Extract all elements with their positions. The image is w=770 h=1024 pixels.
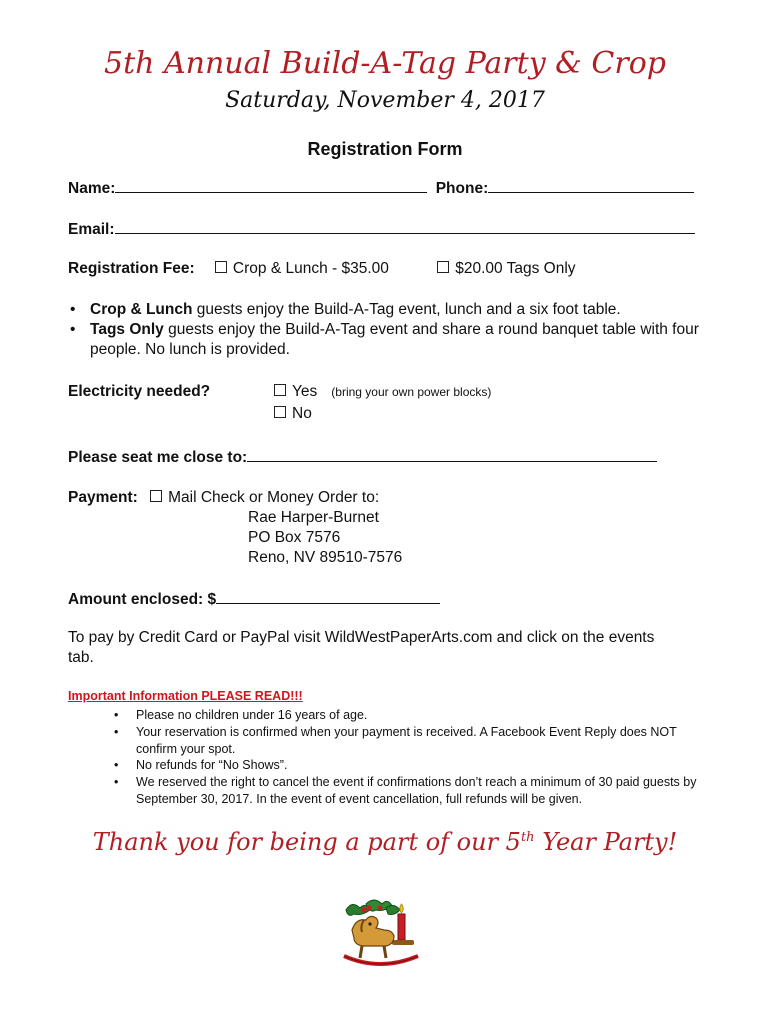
power-blocks-note: (bring your own power blocks) xyxy=(331,385,492,399)
rocking-horse-clipart-icon xyxy=(340,896,426,972)
form-title: Registration Form xyxy=(307,139,463,159)
list-item: • Tags Only guests enjoy the Build-A-Tag event and share a round banquet table with four people. No lunch is provided. xyxy=(68,320,708,360)
list-item: • No refunds for “No Shows”. xyxy=(114,757,714,774)
email-field[interactable] xyxy=(115,219,695,234)
registration-fee-label: Registration Fee: xyxy=(68,260,195,277)
name-phone-row xyxy=(68,178,694,198)
address-line-1: Rae Harper-Burnet xyxy=(248,509,379,526)
checkbox-icon[interactable] xyxy=(274,406,286,418)
amount-label: Amount enclosed: $ xyxy=(68,591,217,608)
checkbox-icon[interactable] xyxy=(215,261,227,273)
electricity-no-option[interactable]: No xyxy=(274,405,312,423)
event-date: Saturday, November 4, 2017 xyxy=(225,88,545,113)
list-item: • Crop & Lunch guests enjoy the Build-A-Tag event, lunch and a six foot table. xyxy=(68,300,708,320)
electricity-label: Electricity needed? xyxy=(68,383,211,400)
email-label: Email: xyxy=(68,221,115,238)
electricity-row xyxy=(68,383,210,401)
name-label: Name: xyxy=(68,180,116,197)
payment-label: Payment: xyxy=(68,489,138,506)
seat-request-field[interactable] xyxy=(247,447,657,462)
thank-you-message: Thank you for being a part of our 5th Year Party! xyxy=(92,828,678,856)
important-list xyxy=(114,707,714,808)
fee-option-tags-only[interactable]: $20.00 Tags Only xyxy=(437,260,575,277)
electricity-yes-option[interactable]: Yes (bring your own power blocks) xyxy=(274,383,491,401)
address-line-2: PO Box 7576 xyxy=(248,529,341,546)
fee-option-crop-lunch[interactable]: Crop & Lunch - $35.00 xyxy=(215,260,389,277)
list-item: • We reserved the right to cancel the event if confirmations don’t reach a minimum of 30 paid guests by September 30, 2017. In the event of event cancellation, full refunds will be given. xyxy=(114,774,714,808)
seat-request-row xyxy=(68,447,657,467)
address-line-3: Reno, NV 89510-7576 xyxy=(248,549,403,566)
name-field[interactable] xyxy=(115,178,427,193)
phone-field[interactable] xyxy=(488,178,694,193)
checkbox-icon[interactable] xyxy=(274,384,286,396)
phone-label: Phone: xyxy=(435,180,489,197)
fee-descriptions xyxy=(68,300,708,360)
amount-row xyxy=(68,589,440,609)
payment-row xyxy=(68,489,379,507)
checkbox-icon[interactable] xyxy=(150,490,162,502)
registration-fee-row xyxy=(68,260,576,278)
list-item: • Your reservation is confirmed when your payment is received. A Facebook Event Reply does NOT confirm your spot. xyxy=(114,724,714,758)
event-title: 5th Annual Build-A-Tag Party & Crop xyxy=(104,46,666,81)
list-item: • Please no children under 16 years of age. xyxy=(114,707,714,724)
important-heading: Important Information PLEASE READ!!! xyxy=(68,689,303,703)
email-row xyxy=(68,219,695,239)
credit-card-note: To pay by Credit Card or PayPal visit WildWestPaperArts.com and click on the events xyxy=(68,629,655,646)
seat-request-label: Please seat me close to: xyxy=(68,449,248,466)
checkbox-icon[interactable] xyxy=(437,261,449,273)
payment-option-mail[interactable]: Mail Check or Money Order to: xyxy=(150,489,379,506)
credit-card-note-cont: tab. xyxy=(68,649,94,666)
amount-field[interactable] xyxy=(216,589,440,604)
